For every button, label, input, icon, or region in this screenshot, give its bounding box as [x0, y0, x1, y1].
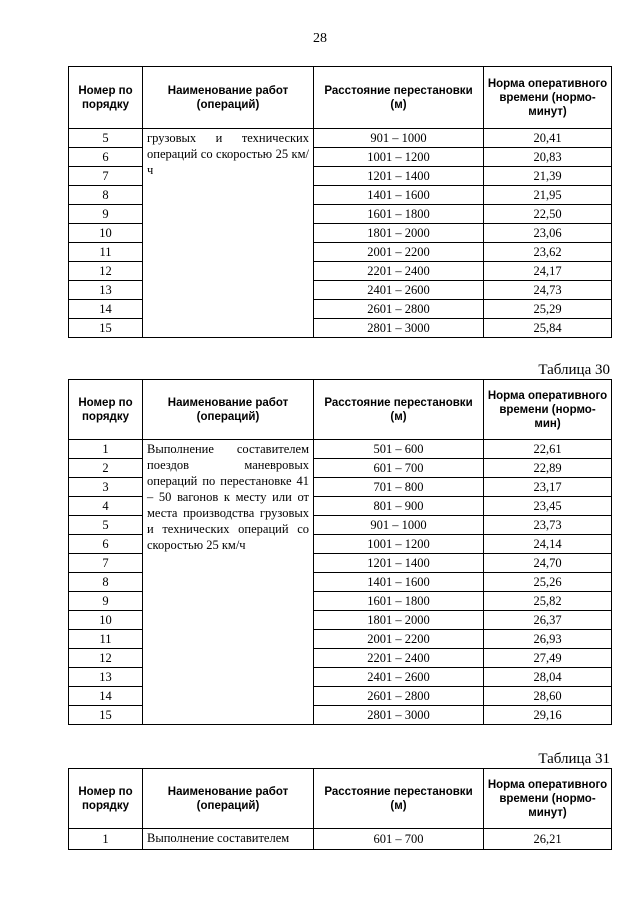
distance-cell: 901 – 1000	[314, 516, 484, 535]
row-number: 5	[69, 516, 143, 535]
distance-cell: 2401 – 2600	[314, 281, 484, 300]
distance-cell: 1401 – 1600	[314, 186, 484, 205]
norm-value-cell: 22,61	[484, 440, 612, 459]
distance-cell: 2401 – 2600	[314, 668, 484, 687]
distance-cell: 1201 – 1400	[314, 554, 484, 573]
row-number: 1	[69, 440, 143, 459]
header-norm: Норма оперативного времени (нормо-мин)	[484, 380, 612, 440]
distance-cell: 901 – 1000	[314, 129, 484, 148]
header-distance: Расстояние перестановки (м)	[314, 67, 484, 129]
norm-value-cell: 23,45	[484, 497, 612, 516]
norm-value-cell: 24,70	[484, 554, 612, 573]
norm-value-cell: 22,89	[484, 459, 612, 478]
header-distance: Расстояние перестановки (м)	[314, 769, 484, 829]
distance-cell: 2201 – 2400	[314, 262, 484, 281]
norm-value-cell: 24,14	[484, 535, 612, 554]
table-caption: Таблица 31	[538, 751, 610, 767]
row-number: 6	[69, 148, 143, 167]
distance-cell: 1401 – 1600	[314, 573, 484, 592]
header-norm: Норма оперативного времени (нормо-минут)	[484, 769, 612, 829]
header-number: Номер по порядку	[69, 769, 143, 829]
header-work-name: Наименование работ (операций)	[143, 67, 314, 129]
table-header-row	[69, 380, 612, 440]
row-number: 4	[69, 497, 143, 516]
norm-value-cell: 25,26	[484, 573, 612, 592]
header-norm: Норма оперативного времени (нормо-минут)	[484, 67, 612, 129]
header-number: Номер по порядку	[69, 380, 143, 440]
row-number: 9	[69, 592, 143, 611]
norm-value-cell: 28,04	[484, 668, 612, 687]
distance-cell: 501 – 600	[314, 440, 484, 459]
distance-cell: 2601 – 2800	[314, 300, 484, 319]
norm-value-cell: 26,37	[484, 611, 612, 630]
table-header-row	[69, 769, 612, 829]
norm-value-cell: 23,73	[484, 516, 612, 535]
distance-cell: 1001 – 1200	[314, 535, 484, 554]
norms-table-continued	[68, 66, 612, 338]
distance-cell: 2001 – 2200	[314, 630, 484, 649]
row-number: 12	[69, 649, 143, 668]
norm-value-cell: 23,06	[484, 224, 612, 243]
table-row	[69, 829, 612, 850]
norm-value-cell: 25,84	[484, 319, 612, 338]
norm-value-cell: 29,16	[484, 706, 612, 725]
norm-value-cell: 24,17	[484, 262, 612, 281]
header-work-name: Наименование работ (операций)	[143, 380, 314, 440]
table-row	[69, 440, 612, 459]
norm-value-cell: 24,73	[484, 281, 612, 300]
row-number: 8	[69, 186, 143, 205]
distance-cell: 601 – 700	[314, 459, 484, 478]
row-number: 11	[69, 630, 143, 649]
row-number: 7	[69, 554, 143, 573]
row-number: 6	[69, 535, 143, 554]
distance-cell: 1601 – 1800	[314, 205, 484, 224]
row-number: 7	[69, 167, 143, 186]
row-number: 14	[69, 300, 143, 319]
norm-value-cell: 28,60	[484, 687, 612, 706]
row-number: 13	[69, 668, 143, 687]
row-number: 15	[69, 706, 143, 725]
distance-cell: 2201 – 2400	[314, 649, 484, 668]
work-name-cell: Выполнение составителем	[143, 829, 314, 850]
row-number: 12	[69, 262, 143, 281]
distance-cell: 2601 – 2800	[314, 687, 484, 706]
distance-cell: 1601 – 1800	[314, 592, 484, 611]
norms-table-30	[68, 379, 612, 725]
row-number: 3	[69, 478, 143, 497]
norms-table-31	[68, 768, 612, 850]
distance-cell: 2801 – 3000	[314, 319, 484, 338]
norm-value-cell: 21,39	[484, 167, 612, 186]
header-work-name: Наименование работ (операций)	[143, 769, 314, 829]
row-number: 14	[69, 687, 143, 706]
distance-cell: 1801 – 2000	[314, 611, 484, 630]
norm-value-cell: 23,17	[484, 478, 612, 497]
norm-value-cell: 23,62	[484, 243, 612, 262]
page-number: 28	[313, 31, 327, 46]
row-number: 8	[69, 573, 143, 592]
norm-value-cell: 27,49	[484, 649, 612, 668]
row-number: 10	[69, 611, 143, 630]
distance-cell: 601 – 700	[314, 829, 484, 850]
row-number: 1	[69, 829, 143, 850]
row-number: 9	[69, 205, 143, 224]
header-number: Номер по порядку	[69, 67, 143, 129]
distance-cell: 1801 – 2000	[314, 224, 484, 243]
norm-value-cell: 26,93	[484, 630, 612, 649]
row-number: 13	[69, 281, 143, 300]
row-number: 5	[69, 129, 143, 148]
norm-value-cell: 20,41	[484, 129, 612, 148]
distance-cell: 801 – 900	[314, 497, 484, 516]
norm-value-cell: 25,82	[484, 592, 612, 611]
norm-value-cell: 26,21	[484, 829, 612, 850]
work-name-cell: грузовых и технических операций со скоростью 25 км/ч	[143, 129, 314, 338]
row-number: 15	[69, 319, 143, 338]
distance-cell: 1001 – 1200	[314, 148, 484, 167]
row-number: 11	[69, 243, 143, 262]
work-name-cell: Выполнение составителем поездов маневровых операций по перестановке 41 – 50 вагонов к месту или от места производства грузовых и технических операций со скоростью 25 км/ч	[143, 440, 314, 725]
norm-value-cell: 22,50	[484, 205, 612, 224]
distance-cell: 701 – 800	[314, 478, 484, 497]
table-caption: Таблица 30	[538, 362, 610, 378]
header-distance: Расстояние перестановки (м)	[314, 380, 484, 440]
row-number: 2	[69, 459, 143, 478]
table-header-row	[69, 67, 612, 129]
norm-value-cell: 20,83	[484, 148, 612, 167]
norm-value-cell: 25,29	[484, 300, 612, 319]
distance-cell: 1201 – 1400	[314, 167, 484, 186]
distance-cell: 2801 – 3000	[314, 706, 484, 725]
distance-cell: 2001 – 2200	[314, 243, 484, 262]
row-number: 10	[69, 224, 143, 243]
norm-value-cell: 21,95	[484, 186, 612, 205]
table-row	[69, 129, 612, 148]
